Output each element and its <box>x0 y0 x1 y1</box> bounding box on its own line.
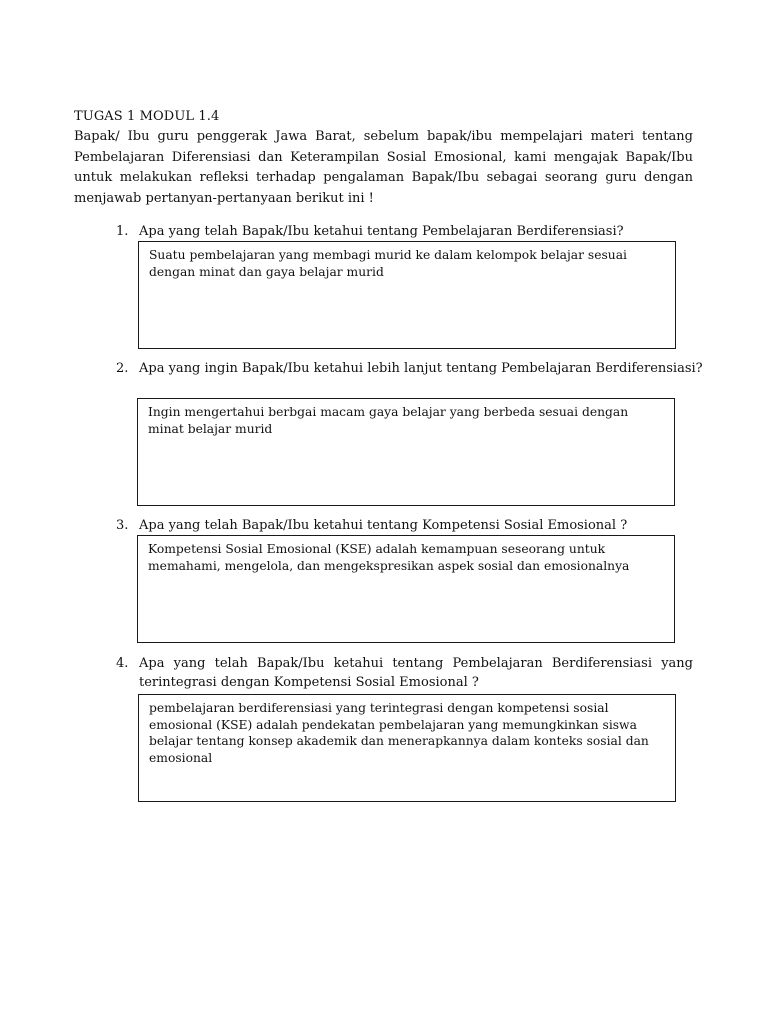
intro-paragraph: Bapak/ Ibu guru penggerak Jawa Barat, sebelum bapak/ibu mempelajari materi tentang Pembelajaran Diferensiasi dan Keterampilan Sosial Emosional, kami mengajak Bapak/Ibu untuk melakukan refleksi terhadap pengalaman Bapak/Ibu sebagai seorang guru dengan menjawab pertanyan-pertanyaan berikut ini ! <box>74 129 693 206</box>
answer-box-1[interactable] <box>138 241 676 349</box>
answer-1-text: Suatu pembelajaran yang membagi murid ke dalam kelompok belajar sesuai dengan minat dan gaya belajar murid <box>149 248 627 279</box>
question-3-text: Apa yang telah Bapak/Ibu ketahui tentang Kompetensi Sosial Emosional ? <box>139 518 628 533</box>
question-1-text: Apa yang telah Bapak/Ibu ketahui tentang Pembelajaran Berdiferensiasi? <box>139 224 624 239</box>
answer-3-text: Kompetensi Sosial Emosional (KSE) adalah kemampuan seseorang untuk memahami, mengelola, dan mengekspresikan aspek sosial dan emosionalnya <box>148 542 630 573</box>
question-1-number: 1. <box>116 224 129 239</box>
question-2-text: Apa yang ingin Bapak/Ibu ketahui lebih lanjut tentang Pembelajaran Berdiferensiasi? <box>139 361 703 376</box>
answer-4-text: pembelajaran berdiferensiasi yang terintegrasi dengan kompetensi sosial emosional (KSE) adalah pendekatan pembelajaran yang memungkinkan siswa belajar tentang konsep akademik dan menerapkannya dalam konteks sosial dan emosional <box>149 701 649 765</box>
question-3-number: 3. <box>116 518 129 533</box>
answer-box-4[interactable] <box>138 694 676 802</box>
question-4-text: Apa yang telah Bapak/Ibu ketahui tentang Pembelajaran Berdiferensiasi yang terintegrasi dengan Kompetensi Sosial Emosional ? <box>139 656 693 690</box>
answer-box-3[interactable] <box>137 535 675 643</box>
answer-2-text: Ingin mengertahui berbgai macam gaya belajar yang berbeda sesuai dengan minat belajar murid <box>148 405 629 436</box>
question-2-number: 2. <box>116 361 129 376</box>
question-4-number: 4. <box>116 656 129 671</box>
answer-box-2[interactable] <box>137 398 675 506</box>
document-title: TUGAS 1 MODUL 1.4 <box>74 109 220 124</box>
